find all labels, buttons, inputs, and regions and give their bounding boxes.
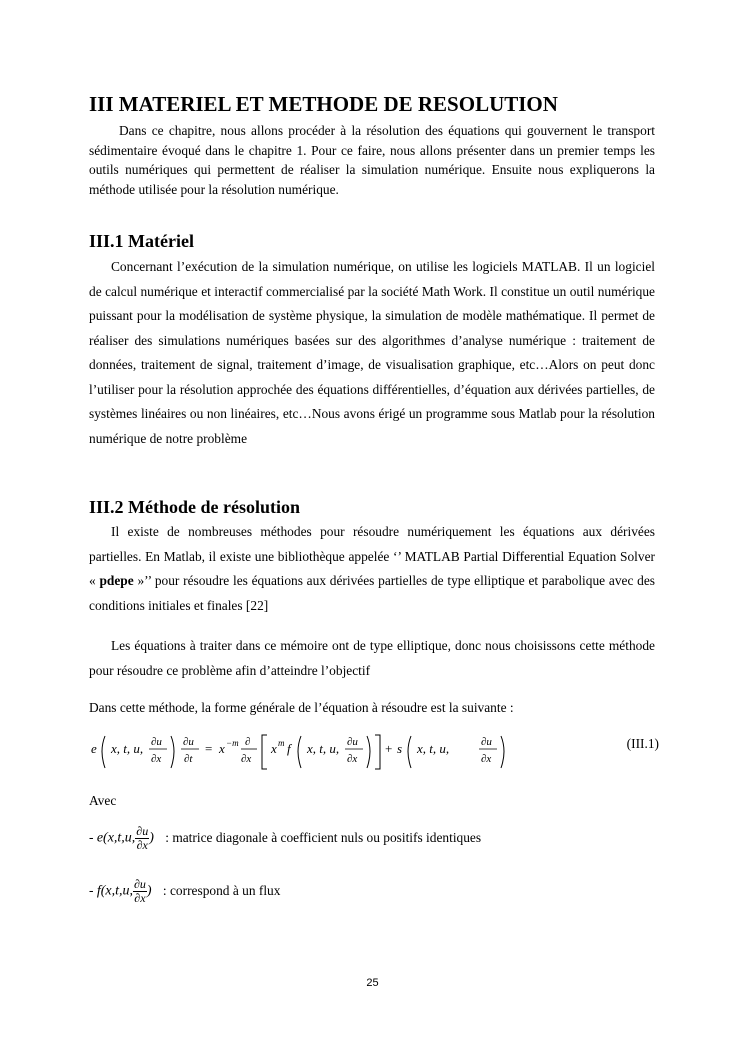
section-heading-materiel: III.1 Matériel: [89, 231, 194, 251]
avec-label: Avec: [89, 793, 117, 808]
elliptique-paragraph: Les équations à traiter dans ce mémoire ont de type elliptique, donc nous choisissons cette méthode pour résoudre ce problème afin d’atteindre l’objectif: [89, 638, 655, 678]
svg-text:∂u: ∂u: [347, 736, 358, 748]
methode-text-after: »’’ pour résoudre les équations aux dérivées partielles de type elliptique et parabolique avec des conditions initiales et finales [22]: [89, 573, 655, 613]
partial-u-x-fraction: $\frac{\partial u}{\partial x}$: [133, 877, 146, 905]
svg-text:∂x: ∂x: [481, 753, 492, 765]
definition-f: - f(x,t,u, $\frac{\partial u}{\partial x}$ ) : correspond à un flux: [89, 877, 281, 905]
pdepe-keyword: pdepe: [99, 573, 134, 588]
svg-text:x, t, u,: x, t, u,: [417, 741, 450, 756]
section-heading-methode: III.2 Méthode de résolution: [89, 497, 300, 517]
svg-text:∂x: ∂x: [151, 753, 162, 765]
materiel-paragraph: Concernant l’exécution de la simulation numérique, on utilise les logiciels MATLAB. Il un logiciel de calcul numérique et interactif commercialisé par la société Math Work. Il constitue un outil numérique puissant pour la modélisation de système physique, la simulation de modèle mathématique. Il permet de réaliser des simulations numériques basées sur des algorithmes d’analyse numérique : traitement de données, traitement de signal, traitement d’image, de visualisation graphique, etc…Alors on peut donc l’utiliser pour la résolution approchée des équations différentielles, d’équation aux dérivées partielles, de systèmes linéaires ou non linéaires, etc…Nous avons érigé un programme sous Matlab pour la résolution numérique de notre problème: [89, 259, 655, 446]
svg-text:s: s: [397, 741, 403, 756]
definition-prefix: -: [89, 829, 97, 845]
function-e: e(x,t,u,: [96, 830, 136, 846]
forme-generale-text: Dans cette méthode, la forme générale de l’équation à résoudre est la suivante :: [89, 700, 514, 715]
svg-text:∂u: ∂u: [481, 736, 492, 748]
svg-text:x, t, u,: x, t, u,: [307, 741, 340, 756]
partial-u-x-fraction: $\frac{\partial u}{\partial x}$: [136, 824, 149, 852]
svg-text:∂x: ∂x: [347, 753, 358, 765]
equation-number: (III.1): [626, 736, 659, 751]
svg-text:e: e: [91, 741, 97, 756]
intro-paragraph: Dans ce chapitre, nous allons procéder à la résolution des équations qui gouvernent le transport sédimentaire évoqué dans le chapitre 1. Pour ce faire, nous allons présenter dans un premier temps les outils numériques qui permettent de réaliser la simulation numérique. Ensuite nous expliquerons la méthode utilisée pour la résolution numérique.: [89, 123, 655, 197]
svg-text:f: f: [287, 741, 291, 756]
definition-f-desc: : correspond à un flux: [159, 882, 281, 898]
definition-e-desc: : matrice diagonale à coefficient nuls ou positifs identiques: [161, 829, 482, 845]
function-f: f(x,t,u,: [96, 883, 133, 899]
svg-text:=: =: [205, 741, 213, 756]
methode-paragraph: [89, 520, 655, 618]
chapter-title: III MATERIEL ET METHODE DE RESOLUTION: [89, 92, 558, 116]
svg-text:∂u: ∂u: [151, 736, 162, 748]
equation-iii1: [89, 732, 659, 774]
svg-text:−m: −m: [226, 738, 239, 748]
svg-text:x: x: [271, 741, 277, 756]
methode-text-before: Il existe de nombreuses méthodes pour résoudre numériquement les équations aux dérivées partielles. En Matlab, il existe une bibliothèque appelée ‘’ MATLAB Partial Differential Equation Solver «: [89, 524, 655, 588]
page-number: 25: [366, 977, 379, 989]
svg-text:∂u: ∂u: [183, 736, 194, 748]
svg-text:∂t: ∂t: [184, 753, 193, 765]
svg-text:x: x: [219, 741, 225, 756]
svg-text:∂x: ∂x: [241, 753, 252, 765]
definition-e: - e(x,t,u, $\frac{\partial u}{\partial x}$ ) : matrice diagonale à coefficient nuls ou positifs identiques: [89, 824, 482, 852]
svg-text:∂: ∂: [245, 736, 251, 748]
svg-text:m: m: [278, 738, 285, 748]
equation-formula: [89, 732, 519, 774]
definition-prefix: -: [89, 882, 97, 898]
svg-text:+: +: [385, 741, 393, 756]
svg-text:x, t, u,: x, t, u,: [111, 741, 144, 756]
